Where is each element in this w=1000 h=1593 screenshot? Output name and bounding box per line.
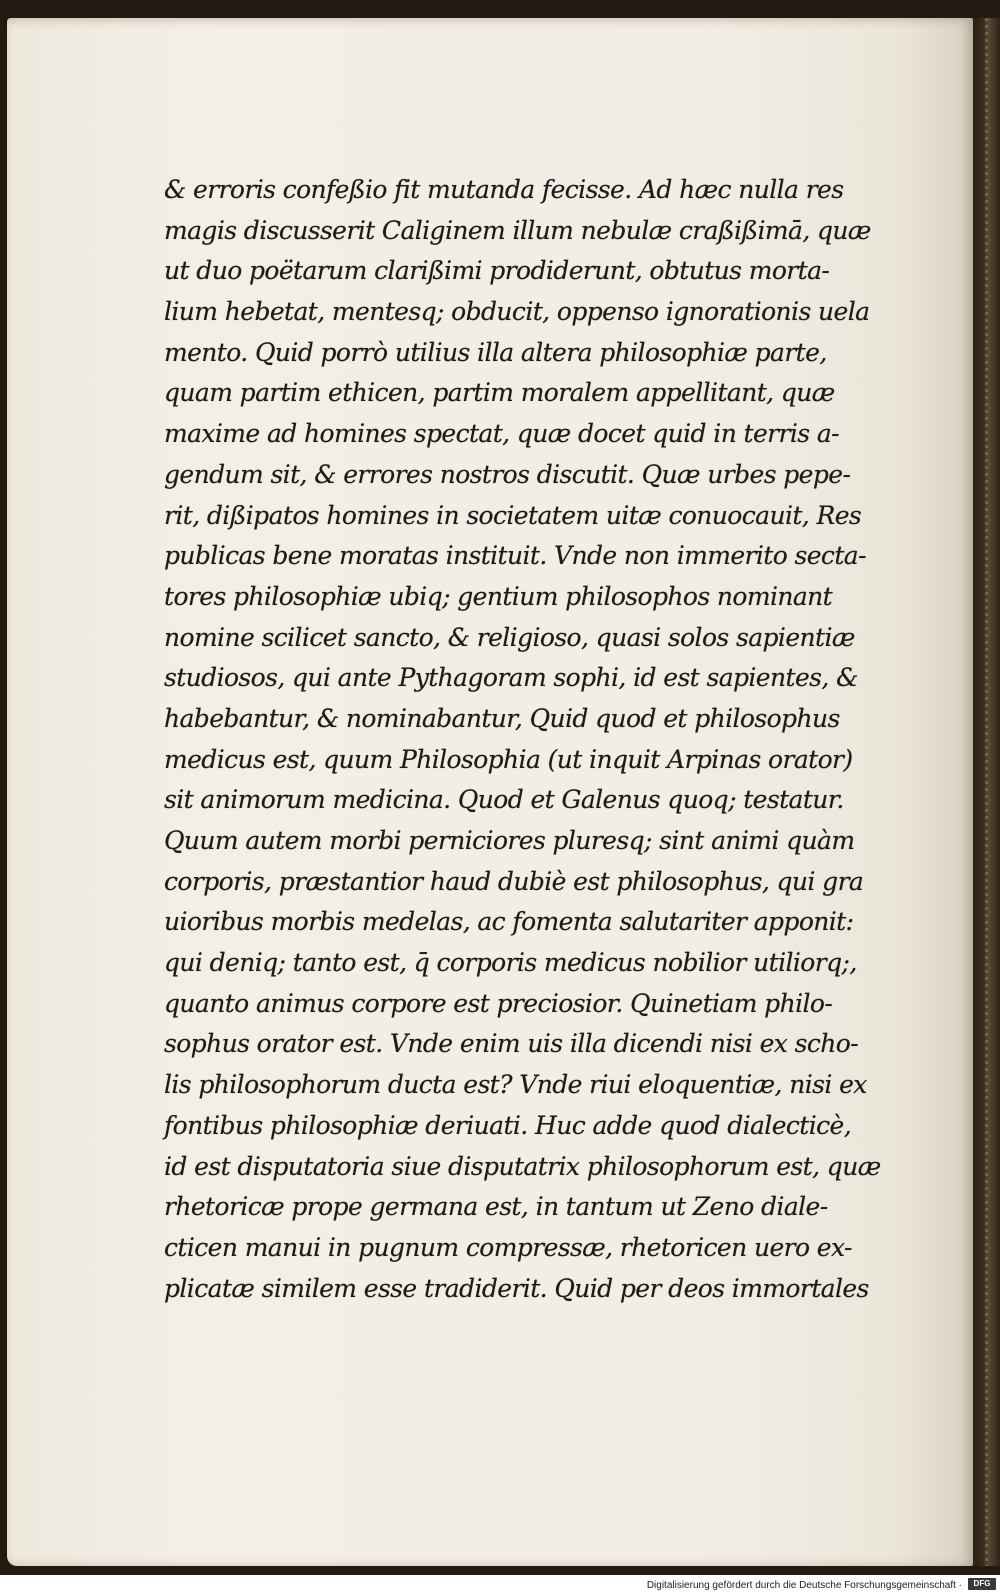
text-line: quam partim ethicen, partim moralem appellitant, quæ (164, 378, 835, 408)
text-line: tores philosophiæ ubiq; gentium philosophos nominant (164, 581, 833, 611)
text-line: lis philosophorum ducta est? Vnde riui eloquentiæ, nisi ex (164, 1070, 867, 1100)
text-line: corporis, præstantior haud dubiè est philosophus, qui gra (164, 866, 864, 896)
text-line: mento. Quid porrò utilius illa altera philosophiæ parte, (164, 337, 827, 367)
book-page (7, 18, 973, 1566)
text-line: quanto animus corpore est preciosior. Quinetiam philo- (164, 988, 833, 1018)
text-line: plicatæ similem esse tradiderit. Quid per deos immortales (164, 1273, 869, 1303)
text-line: sophus orator est. Vnde enim uis illa dicendi nisi ex scho- (164, 1029, 859, 1059)
text-line: uioribus morbis medelas, ac fomenta salutariter apponit: (164, 907, 854, 937)
text-line: sit animorum medicina. Quod et Galenus quoq; testatur. (164, 785, 844, 815)
footer-bar (0, 1575, 1000, 1593)
text-line: rhetoricæ prope germana est, in tantum ut Zeno diale- (164, 1192, 828, 1222)
text-line: lium hebetat, mentesq; obducit, oppenso ignorationis uela (164, 297, 870, 327)
text-line: ut duo poëtarum clarißimi prodiderunt, obtutus morta- (164, 256, 830, 286)
text-line: qui deniq; tanto est, q̄ corporis medicus nobilior utiliorq;, (164, 948, 857, 978)
text-line: fontibus philosophiæ deriuati. Huc adde quod dialecticè, (164, 1110, 852, 1140)
text-line: cticen manui in pugnum compressæ, rhetoricen uero ex- (164, 1232, 852, 1262)
text-line: publicas bene moratas instituit. Vnde non immerito secta- (164, 541, 866, 571)
text-line: studiosos, qui ante Pythagoram sophi, id est sapientes, & (164, 663, 858, 693)
text-line: nomine scilicet sancto, & religioso, quasi solos sapientiæ (164, 622, 855, 652)
text-line: & erroris confeßio fit mutanda fecisse. Ad hæc nulla res (164, 175, 844, 204)
text-line: magis discusserit Caliginem illum nebulæ craßißimā, quæ (164, 215, 871, 245)
funding-credit: Digitalisierung gefördert durch die Deutsche Forschungsgemeinschaft · (646, 1580, 962, 1591)
text-line: Quum autem morbi perniciores pluresq; sint animi quàm (164, 826, 855, 855)
text-line: medicus est, quum Philosophia (ut inquit Arpinas orator) (164, 744, 853, 774)
dfg-logo-icon: DFG (968, 1578, 996, 1590)
text-line: gendum sit, & errores nostros discutit. Quæ urbes pepe- (164, 459, 851, 489)
page-text-block (164, 170, 944, 1309)
text-line: rit, dißipatos homines in societatem uitæ conuocauit, Res (164, 500, 862, 530)
book-page-edge (973, 18, 1000, 1566)
text-line: id est disputatoria siue disputatrix philosophorum est, quæ (164, 1151, 881, 1181)
text-line: habebantur, & nominabantur, Quid quod et philosophus (164, 703, 840, 733)
text-line: maxime ad homines spectat, quæ docet quid in terris a- (164, 419, 840, 449)
